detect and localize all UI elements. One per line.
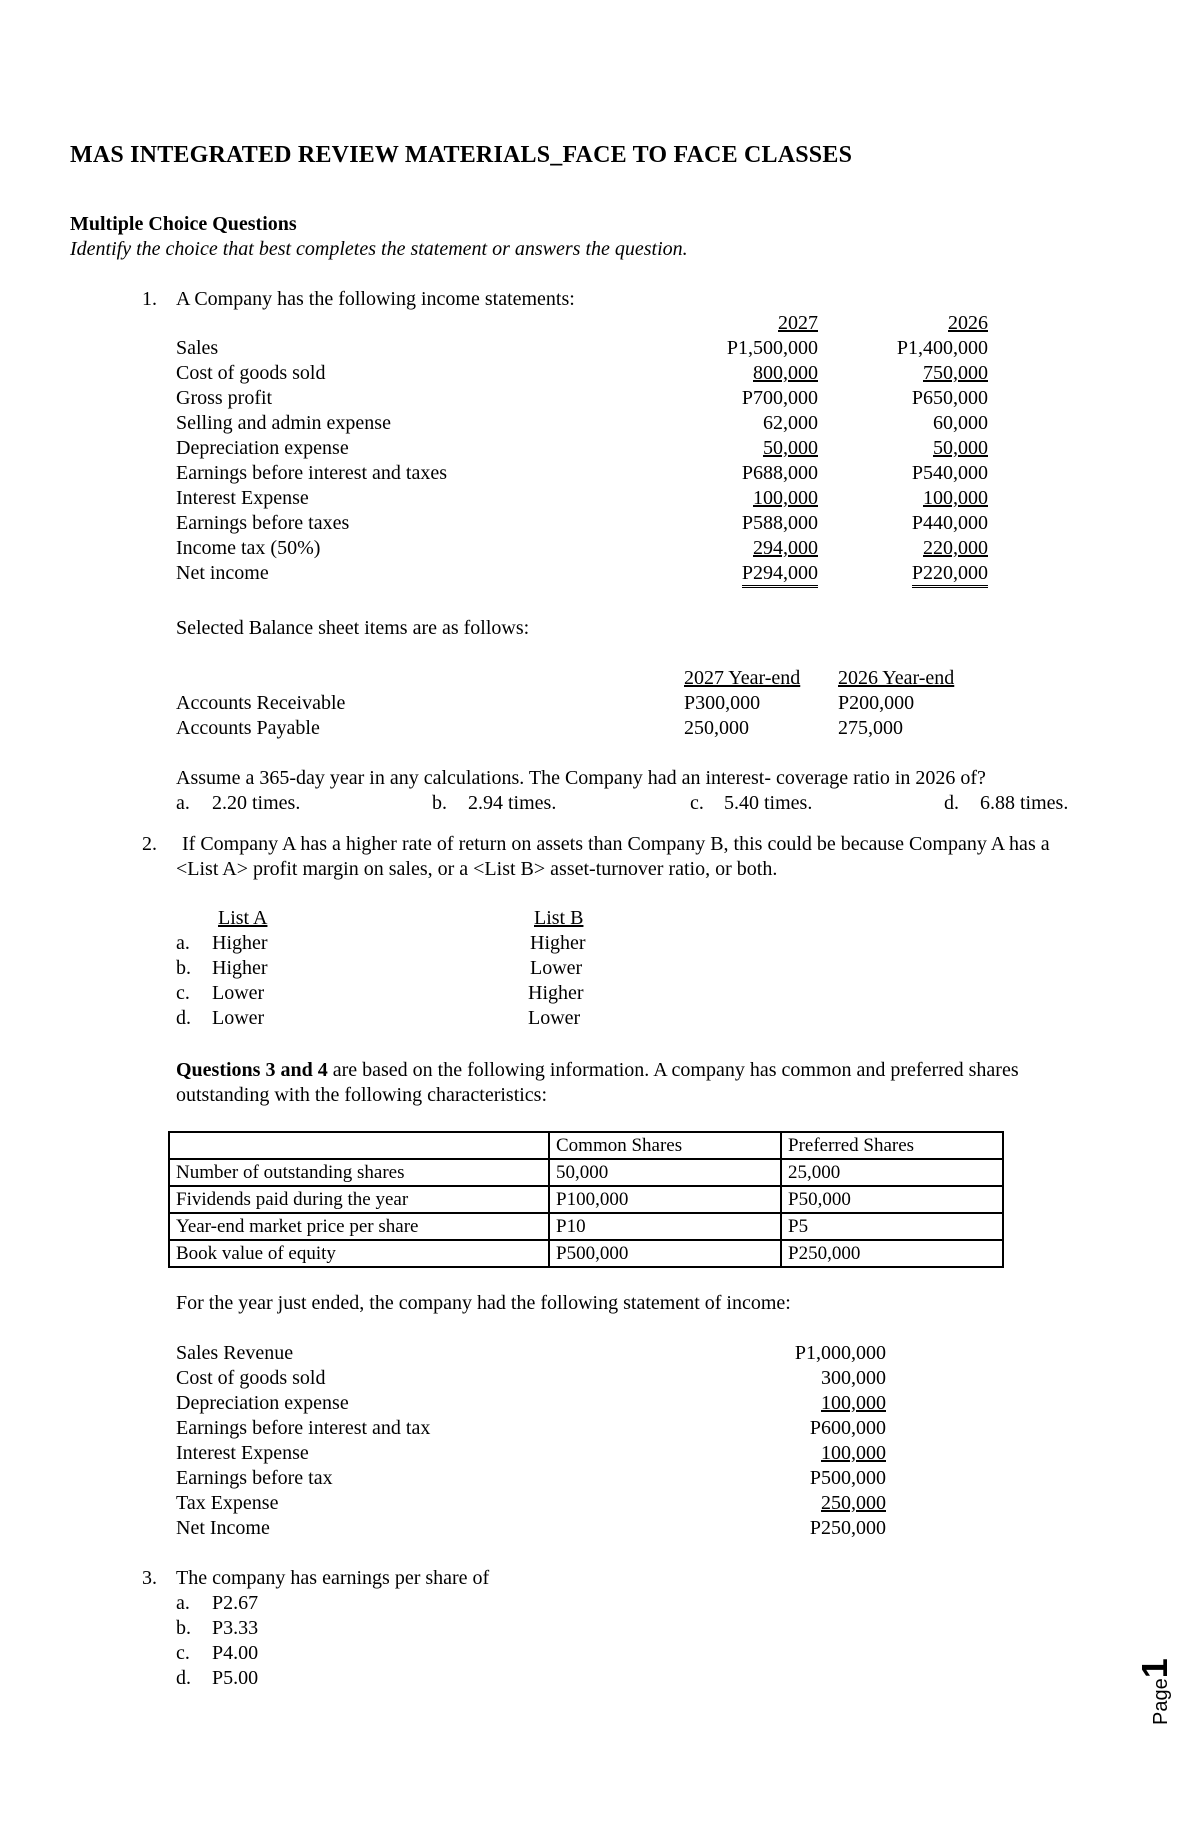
q2-choice-letter: a. [176, 932, 190, 954]
table-cell: P5 [781, 1213, 1003, 1240]
q1-bal-2027: P300,000 [684, 692, 761, 714]
income-value: P250,000 [809, 1517, 886, 1539]
income-label: Earnings before interest and tax [176, 1417, 431, 1439]
income-value: P600,000 [809, 1417, 886, 1439]
q1-row-2027: 800,000 [753, 362, 818, 384]
income-label: Depreciation expense [176, 1392, 349, 1414]
q3-choice-letter: b. [176, 1617, 191, 1639]
table-cell: Year-end market price per share [169, 1213, 549, 1240]
page-label: Page [1150, 1678, 1172, 1725]
q1-col-2027: 2027 [778, 312, 818, 334]
q2-choice-letter: c. [176, 982, 190, 1004]
table-cell: Book value of equity [169, 1240, 549, 1267]
instructions: Identify the choice that best completes the statement or answers the question. [70, 238, 688, 260]
q2-choice-letter: d. [176, 1007, 191, 1029]
q3-number: 3. [142, 1567, 157, 1589]
q1-choice-letter: d. [944, 792, 959, 814]
q1-row-2026: P650,000 [911, 387, 988, 409]
q1-bal-2026: 275,000 [838, 717, 903, 739]
income-intro: For the year just ended, the company had the following statement of income: [176, 1292, 791, 1314]
q34-intro-bold: Questions 3 and 4 [176, 1059, 328, 1081]
q2-choice-a: Higher [212, 932, 268, 954]
q1-row-2027: 100,000 [753, 487, 818, 509]
table-cell: P500,000 [549, 1240, 781, 1267]
q1-row-2027: P588,000 [741, 512, 818, 534]
q1-row-2026: 220,000 [923, 537, 988, 559]
q1-choice-text: 2.20 times. [212, 792, 301, 814]
q1-row-label: Depreciation expense [176, 437, 349, 459]
q2-head-b: List B [534, 907, 584, 929]
q2-choice-a: Lower [212, 1007, 265, 1029]
q1-bal-col-2027: 2027 Year-end [684, 667, 801, 689]
q3-choice-letter: a. [176, 1592, 190, 1614]
q2-choice-b: Lower [528, 1007, 581, 1029]
q1-row-label: Net income [176, 562, 269, 584]
q1-bal-col-2026: 2026 Year-end [838, 667, 955, 689]
table-cell: 25,000 [781, 1159, 1003, 1186]
q1-choice-letter: c. [690, 792, 704, 814]
table-header-row [169, 1132, 1003, 1159]
income-label: Net Income [176, 1517, 270, 1539]
income-label: Tax Expense [176, 1492, 279, 1514]
table-row [169, 1213, 1003, 1240]
q2-choice-a: Lower [212, 982, 265, 1004]
q1-number: 1. [142, 288, 157, 310]
table-header-cell [169, 1132, 549, 1159]
q3-choice-letter: d. [176, 1667, 191, 1689]
q1-row-label: Gross profit [176, 387, 273, 409]
income-value: 250,000 [821, 1492, 886, 1514]
q1-row-2027: 50,000 [763, 437, 818, 459]
q3-choice-letter: c. [176, 1642, 190, 1664]
q2-choice-a: Higher [212, 957, 268, 979]
q1-row-2026: 750,000 [923, 362, 988, 384]
document-title: MAS INTEGRATED REVIEW MATERIALS_FACE TO FACE CLASSES [70, 142, 853, 168]
q1-balance-intro: Selected Balance sheet items are as follows: [176, 617, 530, 639]
q1-row-label: Selling and admin expense [176, 412, 391, 434]
q2-choice-b: Higher [528, 982, 584, 1004]
q2-choice-letter: b. [176, 957, 191, 979]
q1-row-label: Income tax (50%) [176, 537, 321, 559]
table-cell: Fividends paid during the year [169, 1186, 549, 1213]
q1-row-2027: 62,000 [763, 412, 818, 434]
q1-row-2027: P1,500,000 [726, 337, 818, 359]
q1-row-2027: P688,000 [741, 462, 818, 484]
q1-row-2026: P440,000 [911, 512, 988, 534]
table-cell: Number of outstanding shares [169, 1159, 549, 1186]
q1-row-2026: P540,000 [911, 462, 988, 484]
shares-table [168, 1131, 1004, 1268]
income-label: Earnings before tax [176, 1467, 333, 1489]
q1-row-2027: P294,000 [742, 562, 818, 588]
income-label: Cost of goods sold [176, 1367, 326, 1389]
income-value: P500,000 [809, 1467, 886, 1489]
page-number: 1 [1134, 1658, 1175, 1679]
page-number-marker [1134, 1658, 1200, 1725]
table-row [169, 1240, 1003, 1267]
q3-choice-text: P3.33 [212, 1617, 259, 1639]
table-header-cell: Preferred Shares [781, 1132, 1003, 1159]
q3-question: The company has earnings per share of [176, 1567, 490, 1589]
table-cell: 50,000 [549, 1159, 781, 1186]
q2-line1: If Company A has a higher rate of return on assets than Company B, this could be because Company A has a [182, 833, 1050, 855]
income-label: Sales Revenue [176, 1342, 294, 1364]
q2-choice-b: Lower [530, 957, 583, 979]
q1-col-2026: 2026 [948, 312, 988, 334]
q1-row-2026: 60,000 [933, 412, 988, 434]
q1-choice-text: 2.94 times. [468, 792, 557, 814]
q34-intro [176, 1058, 1019, 1083]
table-cell: P100,000 [549, 1186, 781, 1213]
q1-row-2026: 100,000 [923, 487, 988, 509]
income-value: 100,000 [821, 1392, 886, 1414]
q1-row-label: Sales [176, 337, 219, 359]
income-value: 300,000 [821, 1367, 886, 1389]
table-cell: P10 [549, 1213, 781, 1240]
q1-intro: A Company has the following income statements: [176, 288, 575, 310]
q1-bal-2027: 250,000 [684, 717, 749, 739]
income-value: P1,000,000 [794, 1342, 886, 1364]
q34-intro-line2: outstanding with the following characteristics: [176, 1084, 548, 1106]
q3-choice-text: P4.00 [212, 1642, 259, 1664]
q1-bal-label: Accounts Payable [176, 717, 320, 739]
q2-line2: <List A> profit margin on sales, or a <List B> asset-turnover ratio, or both. [176, 858, 778, 880]
q1-row-2026: P1,400,000 [896, 337, 988, 359]
table-row [169, 1159, 1003, 1186]
q1-choice-letter: a. [176, 792, 190, 814]
q1-bal-label: Accounts Receivable [176, 692, 346, 714]
q2-choice-b: Higher [530, 932, 586, 954]
section-title: Multiple Choice Questions [70, 213, 297, 235]
q1-question: Assume a 365-day year in any calculations. The Company had an interest- coverage ratio in 2026 of? [176, 767, 986, 789]
q3-choice-text: P2.67 [212, 1592, 259, 1614]
table-cell: P50,000 [781, 1186, 1003, 1213]
q1-row-2026: 50,000 [933, 437, 988, 459]
table-cell: P250,000 [781, 1240, 1003, 1267]
q1-row-2027: P700,000 [741, 387, 818, 409]
q1-bal-2026: P200,000 [838, 692, 915, 714]
q1-choice-letter: b. [432, 792, 447, 814]
q1-row-label: Earnings before taxes [176, 512, 350, 534]
q2-head-a: List A [218, 907, 268, 929]
q1-choice-text: 5.40 times. [724, 792, 813, 814]
q1-row-label: Interest Expense [176, 487, 309, 509]
q3-choice-text: P5.00 [212, 1667, 259, 1689]
q34-intro-rest: are based on the following information. A company has common and preferred shares [327, 1059, 1019, 1081]
q1-row-label: Cost of goods sold [176, 362, 326, 384]
q1-row-2026: P220,000 [912, 562, 988, 588]
q2-number: 2. [142, 833, 157, 855]
q1-row-label: Earnings before interest and taxes [176, 462, 448, 484]
q1-choice-text: 6.88 times. [980, 792, 1069, 814]
table-row [169, 1186, 1003, 1213]
income-label: Interest Expense [176, 1442, 309, 1464]
income-value: 100,000 [821, 1442, 886, 1464]
q1-row-2027: 294,000 [753, 537, 818, 559]
table-header-cell: Common Shares [549, 1132, 781, 1159]
